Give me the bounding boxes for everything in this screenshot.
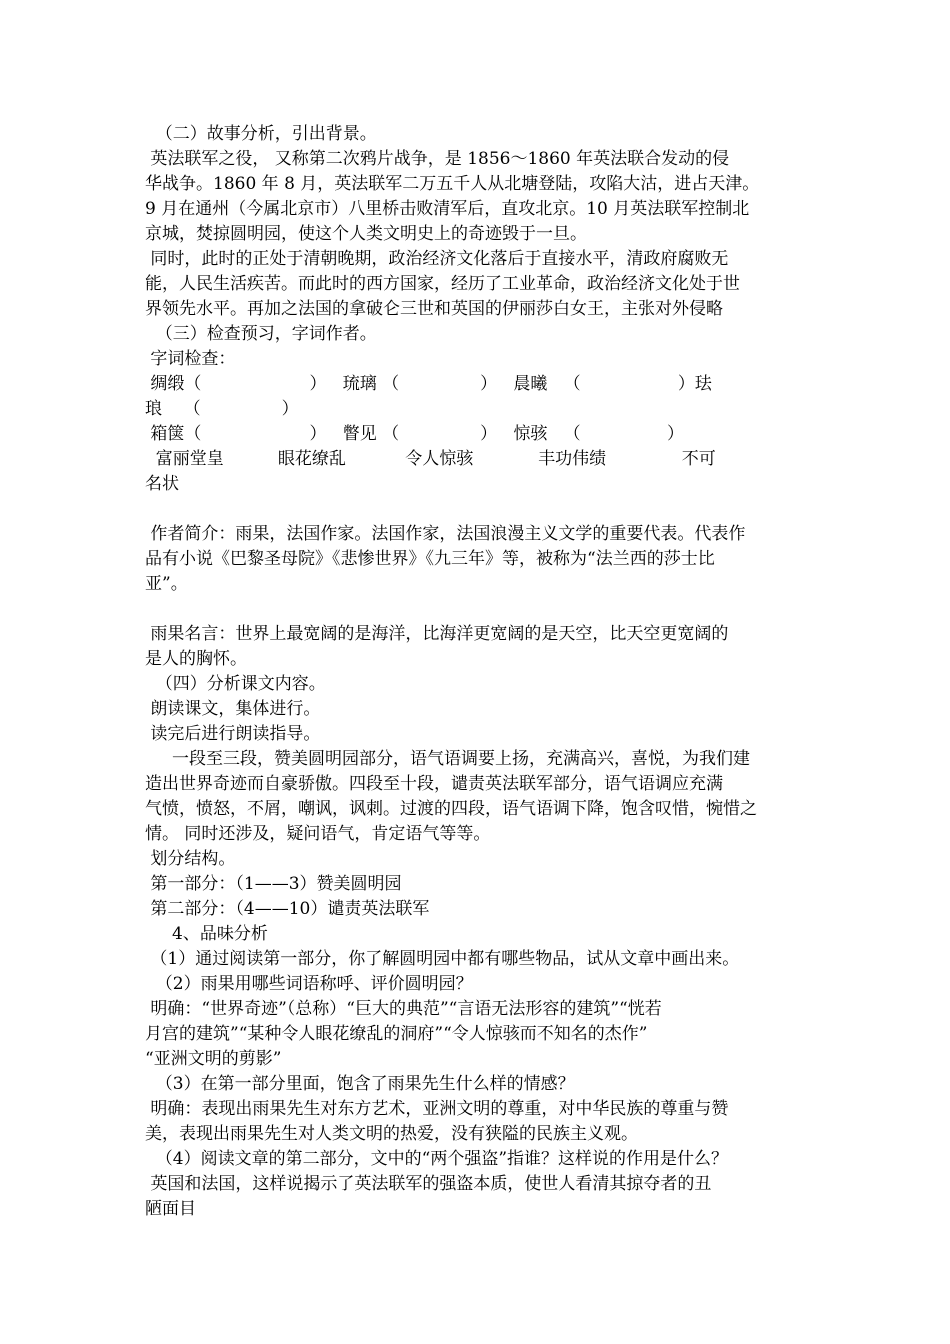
text-line: 亚”。 bbox=[145, 574, 188, 594]
blank-line bbox=[145, 497, 813, 522]
text-line: 一段至三段，赞美圆明园部分，语气语调要上扬，充满高兴，喜悦，为我们建 bbox=[145, 749, 751, 769]
text-line: 能，人民生活疾苦。而此时的西方国家，经历了工业革命，政治经济文化处于世 bbox=[145, 274, 740, 294]
text-line: 雨果名言：世界上最宽阔的是海洋，比海洋更宽阔的是天空，比天空更宽阔的 bbox=[145, 624, 729, 644]
document-page bbox=[145, 122, 813, 1222]
vocab-line: 箱箧（ ） 瞥见 （ ） 惊骇 （ ） bbox=[145, 424, 685, 444]
vocab-line: 富丽堂皇 眼花缭乱 令人惊骇 丰功伟绩 不可 bbox=[145, 449, 716, 469]
text-line: 第二部分：（4——10）谴责英法联军 bbox=[145, 899, 430, 919]
text-line: （3）在第一部分里面，饱含了雨果先生什么样的情感？ bbox=[145, 1074, 575, 1094]
vocab-line: 琅 （ ） bbox=[145, 399, 299, 419]
text-line: 英国和法国，这样说揭示了英法联军的强盗本质，使世人看清其掠夺者的丑 bbox=[145, 1174, 712, 1194]
text-line: 是人的胸怀。 bbox=[145, 649, 247, 669]
section-heading: （四）分析课文内容。 bbox=[145, 674, 326, 694]
text-line: 气愤，愤怒，不屑，嘲讽，讽刺。过渡的四段，语气语调下降，饱含叹惜，惋惜之 bbox=[145, 799, 757, 819]
text-line: 同时，此时的正处于清朝晚期，政治经济文化落后于直接水平，清政府腐败无 bbox=[145, 249, 729, 269]
text-line: 陋面目 bbox=[145, 1199, 196, 1219]
vocab-line: 绸缎（ ） 琉璃 （ ） 晨曦 （ ）珐 bbox=[145, 374, 712, 394]
text-line: 作者简介：雨果，法国作家。法国作家，法国浪漫主义文学的重要代表。代表作 bbox=[145, 524, 746, 544]
text-line: 读完后进行朗读指导。 bbox=[145, 724, 321, 744]
text-line: 第一部分：（1——3）赞美圆明园 bbox=[145, 874, 402, 894]
text-line: 界领先水平。再加之法国的拿破仑三世和英国的伊丽莎白女王，主张对外侵略 bbox=[145, 299, 723, 319]
text-line: 品有小说《巴黎圣母院》《悲惨世界》《九三年》等，被称为“法兰西的莎士比 bbox=[145, 549, 715, 569]
blank-line bbox=[145, 597, 813, 622]
text-line: 明确：“世界奇迹”（总称）“巨大的典范”“言语无法形容的建筑”“恍若 bbox=[145, 999, 662, 1019]
text-line: 英法联军之役， 又称第二次鸦片战争，是 1856～1860 年英法联合发动的侵 bbox=[145, 149, 730, 169]
text-line: 京城，焚掠圆明园，使这个人类文明史上的奇迹毁于一旦。 bbox=[145, 224, 587, 244]
text-line: 9 月在通州（今属北京市）八里桥击败清军后，直攻北京。10 月英法联军控制北 bbox=[145, 199, 750, 219]
text-line: 造出世界奇迹而自豪骄傲。四段至十段，谴责英法联军部分，语气语调应充满 bbox=[145, 774, 723, 794]
text-line: 划分结构。 bbox=[145, 849, 236, 869]
text-line: 明确：表现出雨果先生对东方艺术，亚洲文明的尊重，对中华民族的尊重与赞 bbox=[145, 1099, 729, 1119]
vocab-line: 名状 bbox=[145, 474, 179, 494]
section-heading: （三）检查预习，字词作者。 bbox=[145, 324, 377, 344]
text-line: 字词检查： bbox=[145, 349, 236, 369]
text-line: 华战争。1860 年 8 月，英法联军二万五千人从北塘登陆，攻陷大沽，进占天津。 bbox=[145, 174, 760, 194]
text-line: 朗读课文，集体进行。 bbox=[145, 699, 321, 719]
text-line: （4）阅读文章的第二部分，文中的“两个强盗”指谁？这样说的作用是什么？ bbox=[145, 1149, 729, 1169]
text-line: 4、品味分析 bbox=[145, 924, 268, 944]
text-line: （2）雨果用哪些词语称呼、评价圆明园？ bbox=[145, 974, 473, 994]
text-line: 美，表现出雨果先生对人类文明的热爱，没有狭隘的民族主义观。 bbox=[145, 1124, 638, 1144]
text-line: （1）通过阅读第一部分，你了解圆明园中都有哪些物品，试从文章中画出来。 bbox=[145, 949, 740, 969]
text-line: （二）故事分析，引出背景。 bbox=[145, 124, 377, 144]
text-line: 月宫的建筑”“某种令人眼花缭乱的洞府”“令人惊骇而不知名的杰作” bbox=[145, 1024, 648, 1044]
text-line: “亚洲文明的剪影” bbox=[145, 1049, 282, 1069]
text-line: 情。 同时还涉及，疑问语气，肯定语气等等。 bbox=[145, 824, 491, 844]
